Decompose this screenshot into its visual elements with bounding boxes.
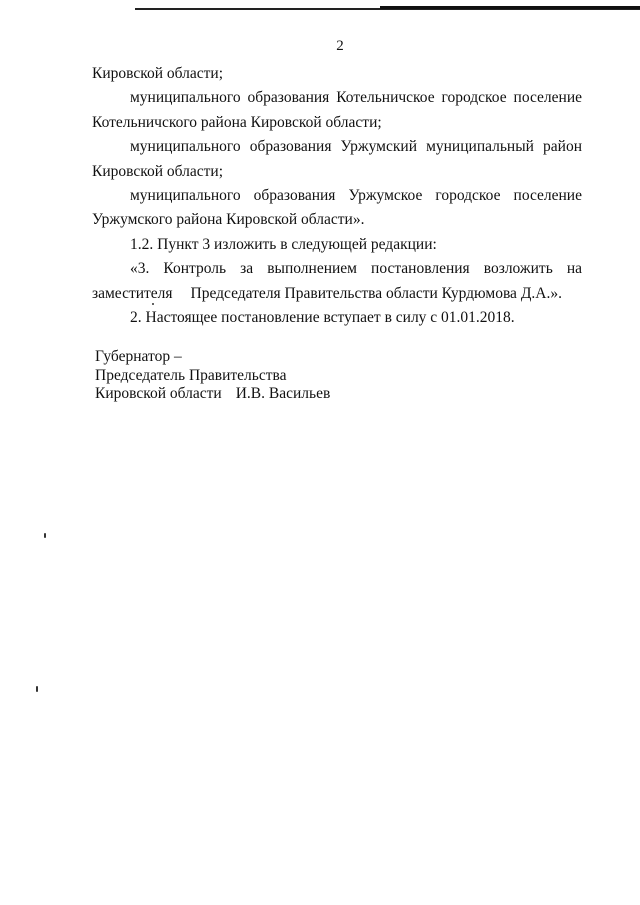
item-3-rest: Председателя Правительства области Курдюмова Д.А.». [190,284,562,302]
header-rule-thick [380,6,640,9]
item-3-word: заместителя [92,284,173,302]
signature-name-line [95,385,330,404]
page-number: 2 [336,38,344,54]
scan-speck [152,303,154,305]
scan-speck [44,533,46,538]
body-line-kirov-region: Кировской области; [92,65,224,82]
paragraph-urzhum-town: муниципального образования Уржумское городское поселение Уржумского района Кировской области». [92,187,582,229]
signature-region: Кировской области [95,385,222,402]
document-body [92,62,582,330]
signature-block [95,348,330,404]
item-3-first-line: «3. Контроль за выполнением постановления возложить на [130,260,582,278]
item-3-second-line [92,282,582,306]
scan-speck [36,686,38,692]
signature-title-chairman: Председатель Правительства [95,366,287,384]
signature-title-governor: Губернатор – [95,348,182,365]
paragraph-kotelnich: муниципального образования Котельничское городское поселение Котельничского района Кировской области; [92,89,582,131]
signature-name: И.В. Васильев [235,385,331,402]
item-1-2: 1.2. Пункт 3 изложить в следующей редакции: [130,235,437,253]
item-2: 2. Настоящее постановление вступает в силу с 01.01.2018. [130,309,515,327]
paragraph-urzhum-district: муниципального образования Уржумский муниципальный район Кировской области; [92,138,582,180]
